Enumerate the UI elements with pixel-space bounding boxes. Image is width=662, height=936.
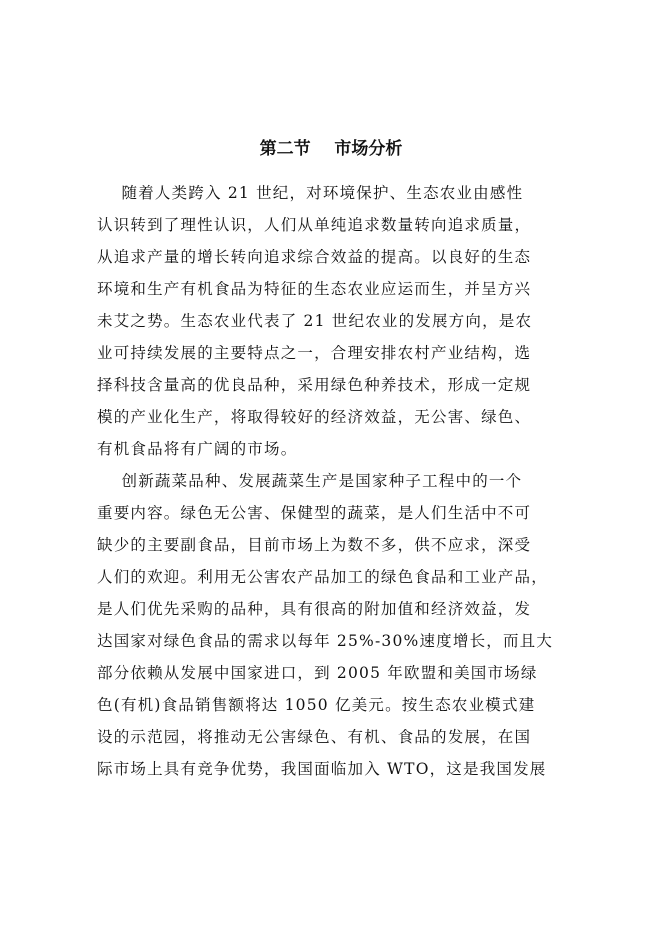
- paragraph-1-line-5: 未艾之势。生态农业代表了 21 世纪农业的发展方向，是农: [97, 312, 533, 330]
- paragraph-1-line-7: 择科技含量高的优良品种，采用绿色种养技术，形成一定规: [97, 376, 532, 394]
- paragraph-2-line-4: 人们的欢迎。利用无公害农产品加工的绿色食品和工业产品，: [97, 568, 548, 586]
- paragraph-1-line-9: 有机食品将有广阔的市场。: [97, 440, 298, 458]
- paragraph-2-line-8: 色(有机)食品销售额将达 1050 亿美元。按生态农业模式建: [97, 696, 536, 714]
- paragraph-1-line-2: 认识转到了理性认识，人们从单纯追求数量转向追求质量，: [97, 216, 532, 234]
- paragraph-2-line-7: 部分依赖从发展中国家进口，到 2005 年欧盟和美国市场绿: [97, 664, 538, 682]
- paragraph-1-line-8: 模的产业化生产，将取得较好的经济效益，无公害、绿色、: [97, 408, 532, 426]
- paragraph-2-line-5: 是人们优先采购的品种，具有很高的附加值和经济效益，发: [97, 600, 532, 618]
- paragraph-1-line-6: 业可持续发展的主要特点之一，合理安排农村产业结构，选: [97, 344, 532, 362]
- section-title: 第二节 市场分析: [259, 139, 403, 159]
- paragraph-2-line-2: 重要内容。绿色无公害、保健型的蔬菜，是人们生活中不可: [97, 504, 532, 522]
- paragraph-2-line-9: 设的示范园，将推动无公害绿色、有机、食品的发展，在国: [97, 728, 532, 746]
- paragraph-2-line-6: 达国家对绿色食品的需求以每年 25%-30%速度增长，而且大: [97, 632, 554, 650]
- paragraph-2-line-1: 创新蔬菜品种、发展蔬菜生产是国家种子工程中的一个: [97, 472, 523, 490]
- paragraph-1-line-4: 环境和生产有机食品为特征的生态农业应运而生，并呈方兴: [97, 280, 532, 298]
- paragraph-1-line-1: 随着人类跨入 21 世纪，对环境保护、生态农业由感性: [97, 184, 524, 202]
- paragraph-2-line-3: 缺少的主要副食品，目前市场上为数不多，供不应求，深受: [97, 536, 532, 554]
- paragraph-2-line-10: 际市场上具有竞争优势，我国面临加入 WTO，这是我国发展: [97, 760, 547, 778]
- paragraph-1-line-3: 从追求产量的增长转向追求综合效益的提高。以良好的生态: [97, 248, 532, 266]
